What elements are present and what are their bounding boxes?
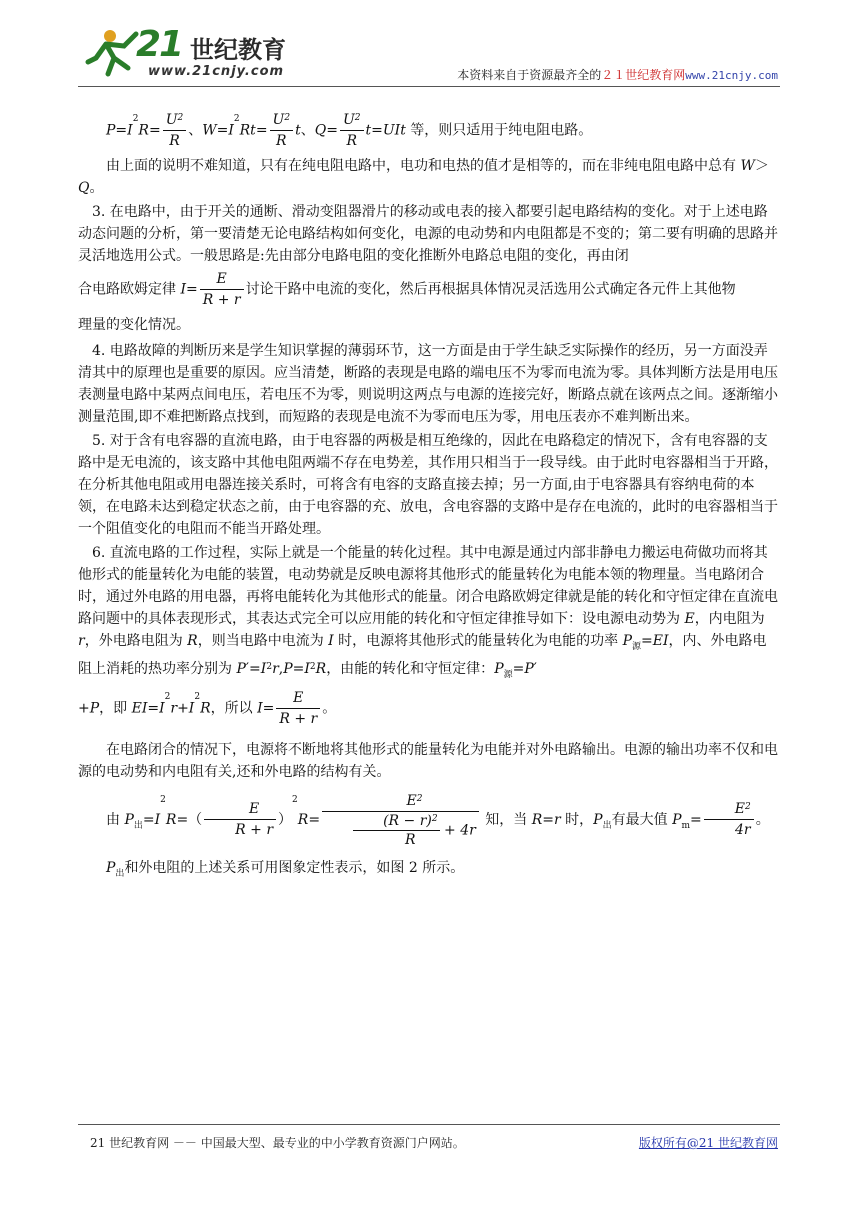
text-segment: 5. 对于含有电容器的直流电路，由于电容器的两极是相互绝缘的，因此在电路稳定的情况下，含有电容器的支路中是无电流的，该支路中其他电阻两端不存在电势差，其作用只相当于一段导线。由于此时电容器相当于开路，在分析其他电阻或用电器连接关系时，可将含有电容的支路直接去掉；另一方面,由于电容器具有容纳电荷的本领，在电路未达到稳定状态之前，由于电容器的充、放电，含电容器的支路中是存在电流的，此时的电容器相当于一个阻值变化的电阻而不能当开路处理。: [78, 433, 778, 537]
paragraph-output-power: [78, 739, 780, 783]
paragraph-dynamic-circuit: [78, 201, 780, 267]
fraction-e-over-r-plus-r: $\frac{E}{R + r}$: [276, 688, 320, 729]
text-segment: 等，则只适用于纯电阻电路。: [410, 122, 593, 139]
runner-logo-icon: [84, 28, 144, 80]
logo-url: www.21cnjy.com: [148, 64, 285, 79]
footer-site-description: 21 世纪教育网 －－ 中国最大型、最专业的中小学教育资源门户网站。: [90, 1136, 465, 1150]
footer-divider: [78, 1124, 780, 1125]
fraction-output-power: $E^2$ $\frac{(R - r)^2}{R}$ + 4r: [322, 791, 479, 849]
text-segment: 和外电阻的上述关系可用图象定性表示，如图 2 所示。: [124, 859, 465, 876]
paragraph-circuit-fault: [78, 340, 780, 428]
fraction-u2-r: $\frac{U^2}{R}$: [163, 110, 187, 151]
text-segment: 4. 电路故障的判断历来是学生知识掌握的薄弱环节，这一方面是由于学生缺乏实际操作的经历，另一方面没弄清其中的原理也是重要的原因。应当清楚，断路的表现是电路的端电压不为零而电流为零。具体判断方法是用电压表测量电路中某两点间电压，若电压不为零，则说明这两点与电源的连接完好，断路点就在该两点之间。逐渐缩小测量范围,即不难把断路点找到，而短路的表现是电流不为零而电压为零，用电压表亦不难判断出来。: [78, 343, 778, 425]
text-segment: 由上面的说明不难知道，只有在纯电阻电路中，电功和电热的值才是相等的，而在非纯电阻电路中总有: [106, 158, 736, 174]
fraction-max-power: $\frac{E^2}{4r}$: [704, 799, 754, 840]
header-site-name[interactable]: ２１世纪教育网: [601, 68, 686, 82]
document-body: [78, 110, 780, 884]
text-segment: 合电路欧姆定律: [78, 281, 176, 298]
paragraph-max-power-formula: 由 $P_出=I^2R=$（ $\frac{E}{R + r}$ ）$^2$R= $E^2$ $\frac{(R - r)^2}{R}$ + 4r 知，当 R=r 时，$P_出$有最大值 $P_m=$ $\frac{E^2}{4r}$ 。: [106, 792, 770, 848]
fraction-e-over-r-plus-r: $\frac{E}{R + r}$: [204, 799, 276, 840]
header-divider: [78, 86, 780, 87]
paragraph-ohm-law-line: 合电路欧姆定律 I= $\frac{E}{R + r}$ 讨论干路中电流的变化，然后再根据具体情况灵活选用公式确定各元件上其他物: [78, 271, 736, 308]
text-segment: 理量的变化情况。: [78, 317, 190, 333]
formula-line-pure-resistance: $P=I^2R=$ $\frac{U^2}{R}$ 、$W=I^2Rt=$ $\frac{U^2}{R}$ t、Q= $\frac{U^2}{R}$ t=UIt 等，则只适用于纯电阻电路。: [106, 112, 593, 149]
page-header: [78, 20, 778, 90]
header-site-url[interactable]: www.21cnjy.com: [685, 69, 778, 82]
fraction-u2-r: $\frac{U^2}{R}$: [270, 110, 294, 151]
logo-number: 21: [136, 24, 183, 65]
text-segment: 6. 直流电路的工作过程，实际上就是一个能量的转化过程。其中电源是通过内部非静电力搬运电荷做功而将其他形式的能量转化为电能的装置，电动势就是反映电源将其他形式的能量转化为电能本领的物理量。当电路闭合时，通过外电路的用电器，再将电能转化为其他形式的能量。闭合电路欧姆定律就是能的转化和守恒定律在直流电路问题中的具体表现形式，其表达式完全可以应用能的转化和守恒定律推导如下：设电源电动势为: [78, 545, 778, 627]
fraction-e-over-r-plus-r: $\frac{E}{R + r}$: [200, 269, 244, 310]
text-segment: 在电路闭合的情况下，电源将不断地将其他形式的能量转化为电能并对外电路输出。电源的输出功率不仅和电源的电动势和内电阻有关,还和外电路的结构有关。: [78, 741, 778, 780]
fraction-u2-r: $\frac{U^2}{R}$: [340, 110, 364, 151]
footer-copyright-link[interactable]: 版权所有@21 世纪教育网: [638, 1136, 778, 1150]
paragraph-energy-comparison: 由上面的说明不难知道，只有在纯电阻电路中，电功和电热的值才是相等的，而在非纯电阻电路中总有 W＞Q。: [78, 158, 769, 196]
header-source-text: [457, 66, 778, 83]
logo[interactable]: [78, 20, 308, 86]
text-segment: 讨论干路中电流的变化，然后再根据具体情况灵活选用公式确定各元件上其他物: [245, 281, 736, 298]
paragraph-figure-reference: $P_出$和外电阻的上述关系可用图象定性表示，如图 2 所示。: [106, 859, 465, 879]
paragraph-capacitor-circuit: [78, 430, 780, 540]
header-source-prefix: 本资料来自于资源最齐全的: [457, 68, 602, 82]
paragraph-energy-derivation: +P，即 $EI=I^2r+I^2R$，所以 I= $\frac{E}{R + r}$ 。: [78, 689, 337, 727]
paragraph-dynamic-circuit-end: [78, 314, 780, 336]
text-segment: 3. 在电路中，由于开关的通断、滑动变阻器滑片的移动或电表的接入都要引起电路结构的变化。对于上述电路动态问题的分析，第一要清楚无论电路结构如何变化，电源的电动势和内电阻都是不变的；第二要有明确的思路并灵活地选用公式。一般思路是:先由部分电路电阻的变化推断外电路总电阻的变化，再由闭: [78, 204, 778, 264]
logo-text: 世纪教育: [190, 36, 286, 64]
paragraph-energy-conversion: 6. 直流电路的工作过程，实际上就是一个能量的转化过程。其中电源是通过内部非静电力搬运电荷做功而将其他形式的能量转化为电能的装置，电动势就是反映电源将其他形式的能量转化为电能本领的物理量。当电路闭合时，通过外电路的用电器，再将电能转化为其他形式的能量。闭合电路欧姆定律就是能的转化和守恒定律在直流电路问题中的具体表现形式，其表达式完全可以应用能的转化和守恒定律推导如下：设电源电动势为 E，内电阻为 r，外电路电阻为 R，则当电路中电流为 I 时，电源将其他形式的能量转化为电能的功率 $P_源=EI$，内、外电路电阻上消耗的热功率分别为 $P'=I^2r,P=I^2R$，由能的转化和守恒定律：$P_源=P'$: [78, 545, 778, 680]
